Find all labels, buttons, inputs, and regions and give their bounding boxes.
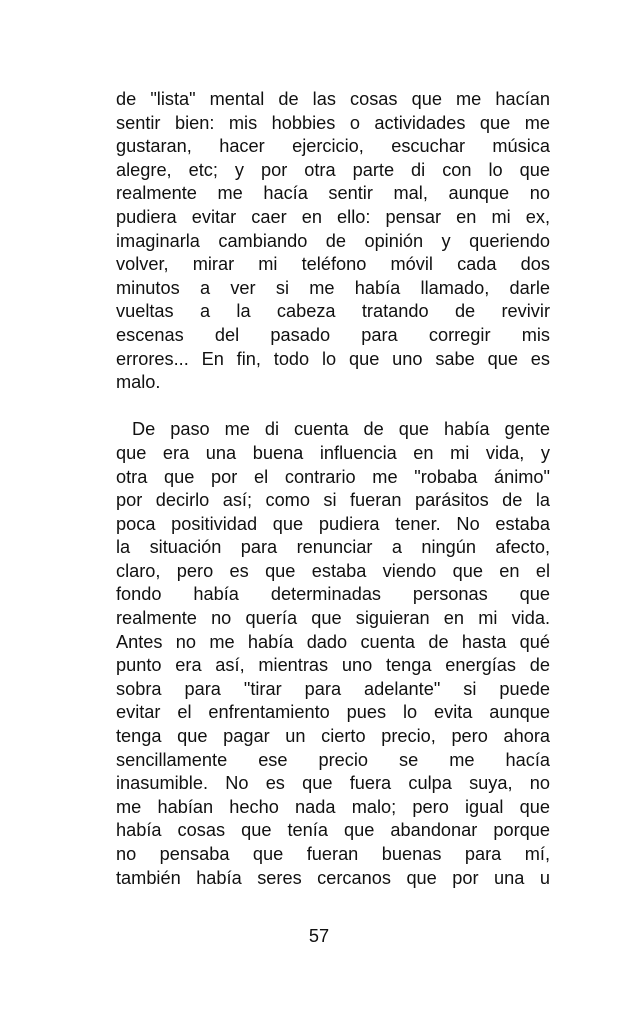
text-line: otra que por el contrario me "robaba ánimo" [116, 466, 550, 487]
paragraph-1 [116, 88, 550, 395]
text-line: malo. [116, 372, 161, 393]
paragraph-2 [116, 418, 550, 890]
text-line: sencillamente ese precio se me hacía [116, 749, 550, 770]
text-line: realmente no quería que siguieran en mi vida. [116, 608, 550, 629]
text-line: que era una buena influencia en mi vida, y [116, 442, 550, 463]
text-line: me habían hecho nada malo; pero igual que [116, 796, 550, 817]
body-text [116, 88, 550, 890]
text-line: escenas del pasado para corregir mis [116, 324, 550, 345]
text-line: no pensaba que fueran buenas para mí, [116, 844, 550, 864]
text-line: inasumible. No es que fuera culpa suya, no [116, 773, 550, 794]
text-line: sentir bien: mis hobbies o actividades que me [116, 112, 550, 133]
text-line: evitar el enfrentamiento pues lo evita aunque [116, 702, 550, 723]
page-number: 57 [308, 926, 330, 946]
text-line: también había seres cercanos que por una u [116, 867, 550, 888]
text-line: fondo había determinadas personas que [116, 584, 550, 605]
text-line: errores... En fin, todo lo que uno sabe que es [116, 348, 550, 369]
text-line: gustaran, hacer ejercicio, escuchar música [116, 136, 550, 157]
text-line: minutos a ver si me había llamado, darle [116, 277, 550, 298]
text-line: de "lista" mental de las cosas que me hacían [116, 89, 550, 109]
text-line: imaginarla cambiando de opinión y queriendo [116, 230, 550, 251]
text-line: había cosas que tenía que abandonar porque [116, 820, 550, 841]
text-line: pudiera evitar caer en ello: pensar en mi ex, [116, 206, 550, 227]
text-line: tenga que pagar un cierto precio, pero ahora [116, 726, 550, 747]
text-line: volver, mirar mi teléfono móvil cada dos [116, 254, 550, 275]
text-line: De paso me di cuenta de que había gente [132, 419, 550, 440]
text-line: realmente me hacía sentir mal, aunque no [116, 183, 550, 204]
text-line: claro, pero es que estaba viendo que en el [116, 560, 550, 581]
text-line: vueltas a la cabeza tratando de revivir [116, 301, 550, 322]
text-line: por decirlo así; como si fueran parásitos de la [116, 490, 550, 511]
paragraph-gap [116, 395, 550, 419]
text-line: alegre, etc; y por otra parte di con lo que [116, 159, 550, 180]
text-line: punto era así, mientras uno tenga energías de [116, 655, 550, 676]
text-line: poca positividad que pudiera tener. No estaba [116, 513, 550, 534]
text-line: la situación para renunciar a ningún afecto, [116, 537, 550, 558]
text-line: Antes no me había dado cuenta de hasta qué [116, 631, 550, 652]
text-line: sobra para "tirar para adelante" si puede [116, 678, 550, 699]
